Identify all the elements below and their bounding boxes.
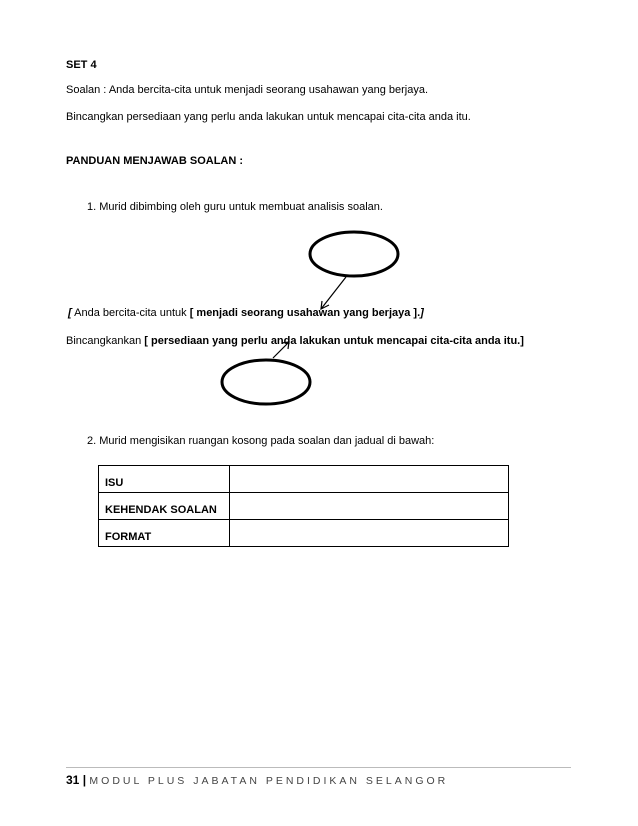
analysis-prefix-2: Bincangkankan <box>66 335 145 347</box>
question-instruction: Bincangkan persediaan yang perlu anda lakukan untuk mencapai cita-cita anda itu. <box>66 111 471 123</box>
analysis-prefix: Anda bercita-cita untuk <box>71 307 190 319</box>
footer-separator: | <box>82 773 87 787</box>
analysis-line-2 <box>66 335 524 347</box>
highlight-requirement: [ persediaan yang perlu anda lakukan untuk mencapai cita-cita anda itu.] <box>144 335 524 347</box>
row-label-isu: ISU <box>99 466 230 493</box>
page-number: 31 <box>66 773 80 787</box>
footer-divider <box>66 767 571 768</box>
page-footer <box>66 773 448 787</box>
close-bracket: ] <box>420 307 424 319</box>
guide-title: PANDUAN MENJAWAB SOALAN : <box>66 155 244 167</box>
guide-step-1: 1. Murid dibimbing oleh guru untuk membuat analisis soalan. <box>87 201 383 213</box>
arrow-top-line <box>321 277 346 309</box>
table-row <box>99 493 509 520</box>
row-value-format[interactable] <box>230 520 509 547</box>
row-value-kehendak[interactable] <box>230 493 509 520</box>
heading: SET 4 <box>66 59 97 71</box>
row-label-kehendak: KEHENDAK SOALAN <box>99 493 230 520</box>
bottom-ellipse <box>222 360 310 404</box>
row-value-isu[interactable] <box>230 466 509 493</box>
module-title: MODUL PLUS JABATAN PENDIDIKAN SELANGOR <box>89 775 449 787</box>
analysis-table <box>98 465 509 547</box>
top-ellipse <box>310 232 398 276</box>
row-label-format: FORMAT <box>99 520 230 547</box>
analysis-line-1 <box>68 307 424 319</box>
question-line: Soalan : Anda bercita-cita untuk menjadi seorang usahawan yang berjaya. <box>66 84 429 96</box>
table-row <box>99 466 509 493</box>
highlight-issue: [ menjadi seorang usahawan yang berjaya ]. <box>189 307 421 319</box>
guide-step-2: 2. Murid mengisikan ruangan kosong pada soalan dan jadual di bawah: <box>87 435 435 447</box>
open-bracket: [ <box>68 307 72 319</box>
table-row <box>99 520 509 547</box>
